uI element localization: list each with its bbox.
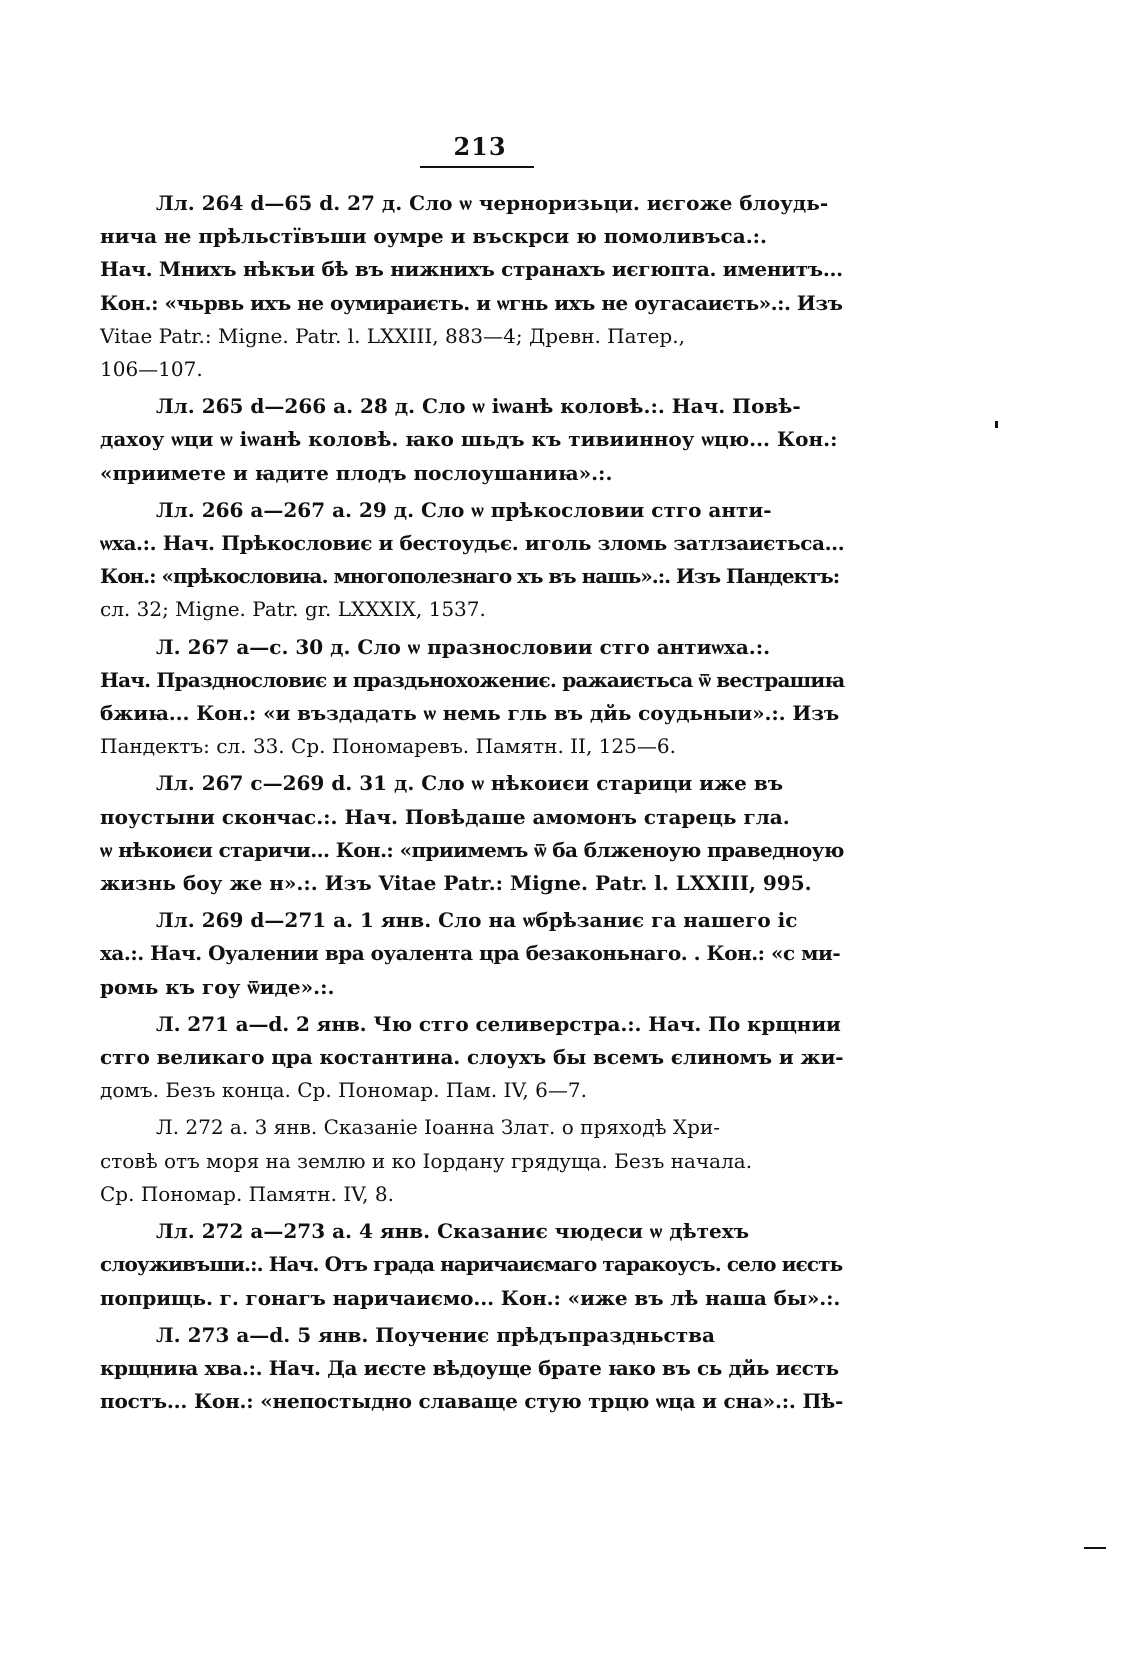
entry-line: Vitae Patr.: Migne. Patr. l. LXXIII, 883—4; Древн. Патер., [100, 323, 685, 348]
entry-line: Лл. 272 а—273 а. 4 янв. Сказаниє чюдеси ѡ дѣтехъ [156, 1219, 750, 1244]
entry-line: Нач. Мнихъ нѣкъи бѣ въ нижнихъ странахъ иєгюпта. именитъ... [100, 257, 843, 282]
entry-line: поприщь. г. гонагъ наричаиємо... Кон.: «иже въ лѣ наша бы».:. [100, 1285, 841, 1310]
entry-line: Л. 271 а—d. 2 янв. Чю стго селиверстра.:. Нач. По крщнии [156, 1011, 841, 1036]
entry-line: сл. 32; Migne. Patr. gr. LXXXIX, 1537. [100, 597, 486, 622]
entry-line: Лл. 265 d—266 а. 28 д. Сло ѡ іѡанѣ коловѣ.:. Нач. Повѣ- [156, 394, 801, 419]
entry-line: Л. 272 а. 3 янв. Сказаніе Іоанна Злат. о пряходѣ Хри- [156, 1115, 721, 1140]
entry-line: ромь къ гоу ѿиде».:. [100, 974, 335, 999]
entry-line: ѡха.:. Нач. Прѣкословиє и бестоудьє. иголь зломь затлзаиєтьса... [100, 531, 845, 556]
catalog-entry [100, 767, 844, 900]
catalog-entry [100, 904, 844, 1004]
entry-line: Кон.: «чьрвь ихъ не оумираиєть. и ѡгнь ихъ не оугасаиєть».:. Изъ [100, 290, 843, 315]
page-number-rule [420, 166, 534, 168]
catalog-entry [100, 1319, 844, 1419]
entry-line: Лл. 264 d—65 d. 27 д. Сло ѡ черноризьци. иєгоже блоудь- [156, 191, 829, 215]
stray-ink-dot [995, 421, 998, 428]
entry-line: 106—107. [100, 357, 203, 382]
catalog-entry [100, 631, 844, 764]
entry-line: бжиꙗ... Кон.: «и въздадать ѡ немь гль въ дйь соудьныи».:. Изъ [100, 701, 840, 726]
entry-line: Л. 267 а—с. 30 д. Сло ѡ празнословии стго антиѡха.:. [156, 634, 771, 659]
entry-line: ѡ нѣкоиєи старичи... Кон.: «приимемъ ѿ ба блженоую праведноую [100, 837, 844, 862]
entry-line: постъ... Кон.: «непостыдно славаще стую трцю ѡца и сна».:. Пѣ- [100, 1389, 844, 1414]
catalog-entry [100, 187, 844, 386]
entry-line: слоуживъши.:. Нач. Отъ града наричаиємаго таракоусъ. село иєсть [100, 1252, 843, 1277]
catalog-entry [100, 1111, 844, 1211]
catalog-entry [100, 494, 844, 627]
entry-line: жизнь боу же н».:. Изъ Vitae Patr.: Migne. Patr. l. LXXIII, 995. [100, 871, 812, 896]
entry-line: Кон.: «прѣкословиꙗ. многополезнаго хъ въ нашь».:. Изъ Пандектъ: [100, 564, 840, 589]
entry-line: Лл. 269 d—271 а. 1 янв. Сло на ѡбрѣзаниє га нашего іс [156, 908, 798, 933]
stray-ink-dash [1084, 1547, 1106, 1549]
entry-line: стовѣ отъ моря на землю и ко Іордану грядуща. Безъ начала. [100, 1148, 753, 1173]
entry-line: Л. 273 а—d. 5 янв. Поучениє прѣдъпраздньства [156, 1322, 715, 1347]
entry-line: домъ. Безъ конца. Ср. Пономар. Пам. IV, 6—7. [100, 1078, 587, 1103]
entry-line: нича не прѣльстївъши оумре и въскрси ю помоливъса.:. [100, 224, 768, 249]
entry-line: Лл. 266 а—267 а. 29 д. Сло ѡ прѣкословии стго анти- [156, 497, 772, 522]
catalog-entry [100, 1215, 844, 1315]
entry-line: «приимете и ꙗдите плодъ послоушаниꙗ».:. [100, 460, 613, 485]
entry-line: Лл. 267 с—269 d. 31 д. Сло ѡ нѣкоиєи старици иже въ [156, 771, 784, 796]
catalog-entry [100, 1008, 844, 1108]
entry-line: Ср. Пономар. Памятн. IV, 8. [100, 1181, 394, 1206]
entry-line: Пандектъ: сл. 33. Ср. Пономаревъ. Памятн. II, 125—6. [100, 734, 676, 759]
entry-line: ха.:. Нач. Оуалении вра оуалента цра безаконьнаго. . Кон.: «с ми- [100, 941, 841, 966]
catalog-entries [100, 187, 844, 1422]
page-number: 213 [453, 132, 507, 161]
entry-line: дахоу ѡци ѡ іѡанѣ коловѣ. ꙗко шьдъ къ тивиинноу ѡцю... Кон.: [100, 427, 838, 452]
entry-line: стго великаго цра костантина. слоухъ бы всемъ єлиномъ и жи- [100, 1045, 844, 1070]
entry-line: крщниꙗ хва.:. Нач. Да иєсте вѣдоуще брате ꙗко въ сь дйь иєсть [100, 1355, 839, 1380]
entry-line: Нач. Празднословиє и праздьнохожениє. ражаиєтьса ѿ вестрашиꙗ [100, 667, 845, 692]
entry-line: поустыни скончас.:. Нач. Повѣдаше амомонъ старець гла. [100, 804, 790, 829]
catalog-entry [100, 390, 844, 490]
